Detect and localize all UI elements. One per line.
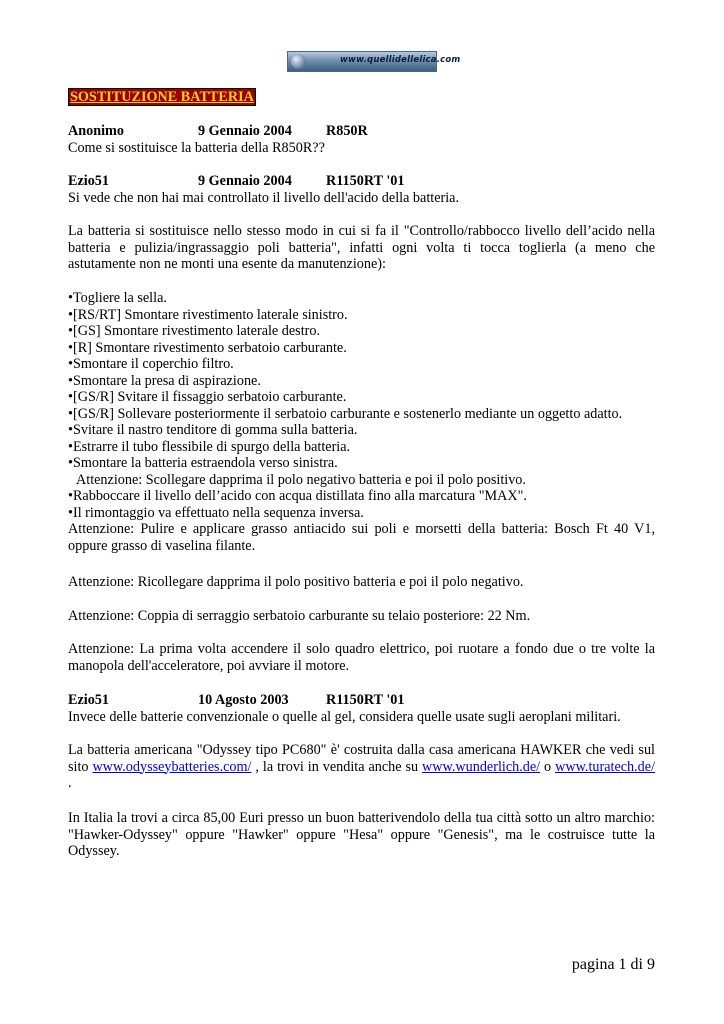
text-run: . <box>68 775 72 791</box>
post-intro: Si vede che non hai mai controllato il livello dell'acido della batteria. <box>68 189 460 206</box>
post-author: Ezio51 <box>68 173 109 189</box>
list-item: • Smontare la presa di aspirazione. <box>68 373 655 390</box>
text-run: La batteria americana "Odyssey tipo PC680" è' costruita dalla casa americana HAWKER che vedi sul sito <box>68 742 655 775</box>
odyssey-link[interactable]: www.odysseybatteries.com/ <box>92 758 252 775</box>
logo-emblem-icon <box>291 54 306 69</box>
list-item: • [R] Smontare rivestimento serbatoio carburante. <box>68 340 655 357</box>
post-model: R1150RT '01 <box>326 173 405 189</box>
list-item: • Togliere la sella. <box>68 290 655 307</box>
text-run: , la trovi in vendita anche su <box>251 758 423 775</box>
procedure-steps <box>68 290 655 554</box>
list-item: • [GS/R] Svitare il fissaggio serbatoio carburante. <box>68 389 655 406</box>
turatech-link[interactable]: www.turatech.de/ <box>555 758 656 775</box>
post-date: 10 Agosto 2003 <box>198 692 289 708</box>
list-item: • Il rimontaggio va effettuato nella sequenza inversa. <box>68 505 655 522</box>
post-author: Anonimo <box>68 123 124 139</box>
post-header <box>68 692 655 709</box>
post-date: 9 Gennaio 2004 <box>198 123 292 139</box>
post-1 <box>68 123 655 156</box>
list-item: • Rabboccare il livello dell’acido con acqua distillata fino alla marcatura "MAX". <box>68 488 655 505</box>
startup-note: Attenzione: La prima volta accendere il solo quadro elettrico, poi ruotare a fondo due o tre volte la manopola dell'acceleratore, poi avviare il motore. <box>68 641 655 674</box>
logo-text: www.quellidellelica.com <box>340 55 461 65</box>
page-title: SOSTITUZIONE BATTERIA <box>70 89 254 105</box>
list-item: • Svitare il nastro tenditore di gomma sulla batteria. <box>68 422 655 439</box>
post-2 <box>68 173 655 206</box>
wunderlich-link[interactable]: www.wunderlich.de/ <box>422 758 541 775</box>
list-item: • Smontare la batteria estraendola verso sinistra. <box>68 455 655 472</box>
list-item: • [GS] Smontare rivestimento laterale destro. <box>68 323 655 340</box>
list-item: • [RS/RT] Smontare rivestimento laterale sinistro. <box>68 307 655 324</box>
post-3 <box>68 692 655 725</box>
list-item: • Estrarre il tubo flessibile di spurgo della batteria. <box>68 439 655 456</box>
site-logo <box>287 51 461 72</box>
grease-note: Attenzione: Pulire e applicare grasso antiacido sui poli e morsetti della batteria: Bosch Ft 40 V1, oppure grasso di vaselina filante. <box>68 521 655 554</box>
text-run: o <box>540 758 556 775</box>
post-date: 9 Gennaio 2004 <box>198 173 292 189</box>
odyssey-paragraph <box>68 742 655 792</box>
post-header <box>68 173 655 190</box>
post-header <box>68 123 655 140</box>
page-number: pagina 1 di 9 <box>571 956 655 973</box>
post-model: R850R <box>326 123 368 139</box>
post-intro: Invece delle batterie convenzionale o quelle al gel, considera quelle usate sugli aeroplani militari. <box>68 708 621 725</box>
list-item: • [GS/R] Sollevare posteriormente il serbatoio carburante e sostenerlo mediante un oggetto adatto. <box>68 406 655 423</box>
list-item: • Smontare il coperchio filtro. <box>68 356 655 373</box>
post-author: Ezio51 <box>68 692 109 708</box>
reconnect-note: Attenzione: Ricollegare dapprima il polo positivo batteria e poi il polo negativo. <box>68 574 524 590</box>
italy-paragraph: In Italia la trovi a circa 85,00 Euri presso un buon batterivendolo della tua città sotto un altro marchio: "Hawker-Odyssey" oppure "Hawker" oppure "Hesa" oppure "Genesis", ma le costruisce tutte la Odyssey. <box>68 810 655 859</box>
battery-paragraph: La batteria si sostituisce nello stesso modo in cui si fa il "Controllo/rabbocco livello dell’acido nella batteria e pulizia/ingrassaggio poli batteria", infatti ogni volta ti tocca toglierla (a meno che astutamente non ne monti una esente da manutenzione): <box>68 223 655 272</box>
post-model: R1150RT '01 <box>326 692 405 708</box>
post-text: Come si sostituisce la batteria della R850R?? <box>68 139 325 156</box>
torque-note: Attenzione: Coppia di serraggio serbatoio carburante su telaio posteriore: 22 Nm. <box>68 608 531 624</box>
warning-note: Attenzione: Scollegare dapprima il polo negativo batteria e poi il polo positivo. <box>76 471 526 488</box>
